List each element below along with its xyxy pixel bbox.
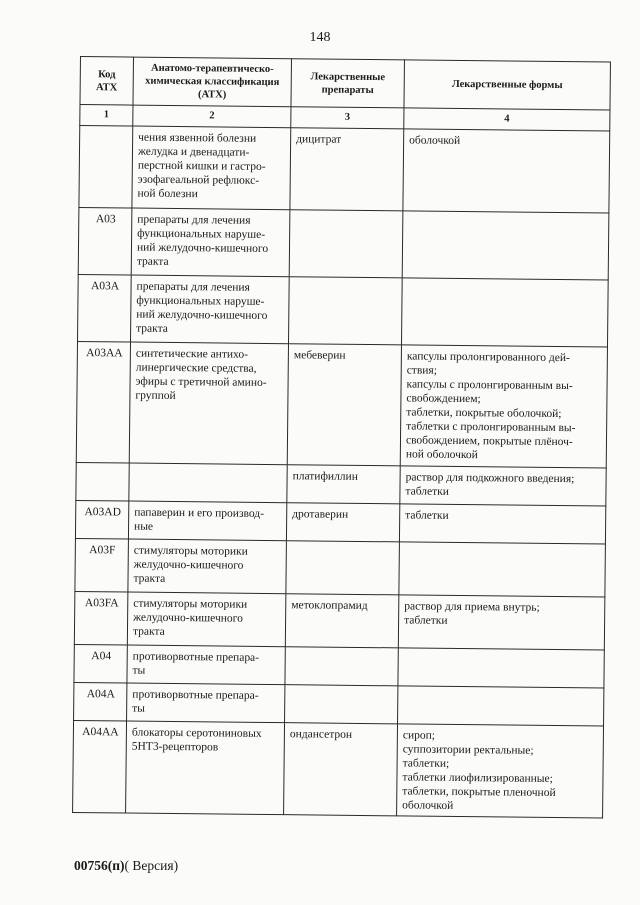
drug-cell [285, 685, 398, 724]
atc-code-cell: A04AA [73, 720, 127, 813]
page-number: 148 [309, 30, 331, 45]
header-drugs: Лекарственные препараты [291, 59, 404, 108]
table-row [79, 126, 610, 214]
drug-cell: платифиллин [287, 465, 400, 504]
atc-code-cell: A04 [74, 644, 127, 683]
column-number: 2 [133, 105, 291, 128]
table-row [74, 644, 604, 688]
column-number: 3 [291, 107, 404, 129]
table-row [78, 207, 609, 280]
classification-cell [129, 463, 287, 503]
dosage-forms-cell: сироп; суппозитории ректальные; таблетки; таблетки лиофилизированные; таблетки, покрытые пленочной оболочкой [397, 724, 604, 818]
table-row [76, 341, 607, 468]
dosage-forms-cell [398, 686, 604, 726]
table-row [74, 682, 604, 726]
drug-cell: ондансетрон [284, 723, 398, 816]
drug-cell [285, 647, 398, 686]
dosage-forms-cell: раствор для подкожного введения; таблетки [400, 466, 606, 506]
classification-cell: чения язвенной болезни желудка и двенадцати- перстной кишки и гастро- эзофагеальной рефлюкс- ной болезни [132, 126, 291, 210]
classification-cell: синтетические антихо- линергические средства, эфиры с третичной амино- группой [129, 342, 288, 465]
atc-code-cell [79, 126, 133, 209]
classification-cell: противорвотные препара- ты [127, 683, 285, 723]
header-dosage-forms: Лекарственные формы [404, 60, 610, 110]
drug-cell [288, 277, 402, 345]
column-number: 1 [80, 105, 133, 127]
classification-cell: папаверин и его производ- ные [128, 501, 286, 541]
atc-code-cell: A04A [74, 682, 127, 721]
dosage-forms-cell [401, 278, 608, 347]
drug-cell [286, 541, 400, 595]
atc-code-cell: A03A [78, 274, 132, 342]
table-row [78, 274, 609, 347]
drug-cell: дицитрат [290, 128, 404, 211]
table-row [73, 720, 604, 818]
table-header-row [80, 57, 610, 111]
table-row [74, 591, 605, 650]
atc-code-cell [76, 462, 129, 501]
column-number: 4 [404, 108, 610, 131]
atc-code-cell: A03FA [74, 591, 128, 645]
classification-cell: препараты для лечения функциональных наруше- ний желудочно-кишечного тракта [131, 208, 290, 277]
dosage-forms-cell [402, 211, 609, 280]
dosage-forms-cell [399, 542, 606, 597]
atc-code-cell: A03AA [76, 341, 130, 463]
dosage-forms-cell: капсулы пролонгированного дей- ствия; капсулы с пролонгированным вы- свобождением; таблетки, покрытые оболочкой; таблетки с пролонгированным вы- свобождением, покрытые плёноч- ной оболочкой [400, 345, 607, 468]
table-row [75, 500, 605, 544]
drug-cell [289, 210, 403, 278]
table-row [75, 538, 606, 597]
classification-cell: блокаторы серотониновых 5HT3-рецепторов [126, 721, 285, 815]
classification-cell: стимуляторы моторики желудочно-кишечного тракта [127, 592, 286, 647]
dosage-forms-cell [398, 648, 604, 688]
classification-cell: противорвотные препара- ты [127, 645, 285, 685]
document-sheet [72, 56, 611, 819]
drug-cell: мебеверин [287, 344, 401, 466]
atc-code-cell: A03AD [75, 500, 128, 539]
version-label: ( Версия) [124, 858, 179, 873]
document-code: 00756(п) [74, 858, 125, 873]
footer [74, 858, 178, 874]
dosage-forms-cell: оболочкой [403, 129, 610, 213]
dosage-forms-cell: таблетки [399, 504, 605, 544]
atc-code-cell: A03F [75, 538, 129, 592]
header-atc-classification: Анатомо-терапевтическо- химическая классификация (АТХ) [133, 57, 291, 107]
drug-cell: дротаверин [286, 503, 399, 542]
atc-table [72, 56, 611, 819]
classification-cell: стимуляторы моторики желудочно-кишечного тракта [128, 539, 287, 594]
table-row [76, 462, 606, 506]
dosage-forms-cell: раствор для приема внутрь; таблетки [398, 595, 605, 650]
drug-cell: метоклопрамид [285, 594, 399, 648]
classification-cell: препараты для лечения функциональных наруше- ний желудочно-кишечного тракта [131, 275, 290, 344]
atc-code-cell: A03 [78, 207, 132, 275]
header-atc-code: Код АТХ [80, 57, 133, 106]
